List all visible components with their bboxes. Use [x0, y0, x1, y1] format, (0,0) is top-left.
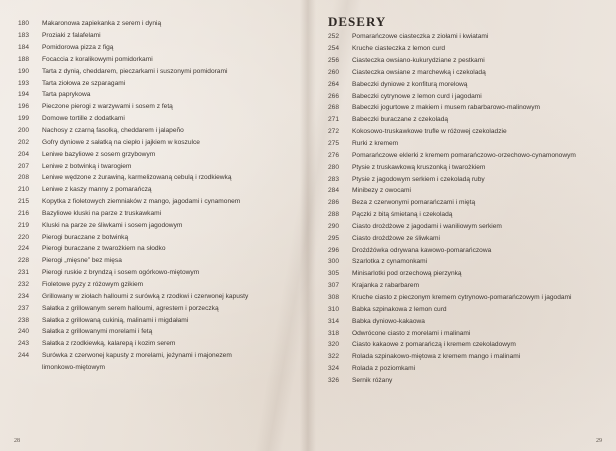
entry-recipe-name: Grillowany w ziołach halloumi z surówką z rzodkwi i czerwonej kapusty: [42, 292, 249, 300]
entry-page-number: 188: [18, 55, 30, 63]
entry-recipe-name: Pierogi buraczane z twarożkiem na słodko: [42, 245, 166, 253]
entry-page-number: 210: [18, 186, 30, 194]
index-entry: [18, 196, 248, 208]
entry-page-number: 280: [328, 163, 340, 171]
entry-recipe-name: Ciasteczka owsiane z marchewką i czekoladą: [352, 68, 486, 76]
entry-recipe-name: Tarta z dynią, cheddarem, pieczarkami i suszonymi pomidorami: [42, 67, 228, 75]
entry-recipe-name: Kruche ciasteczka z lemon curd: [352, 45, 446, 53]
entry-recipe-name: Fioletowe pyzy z różowym gzikiem: [42, 280, 144, 288]
entry-recipe-name: Sałatka z grillowanym serem halloumi, agrestem i porzeczką: [42, 304, 219, 312]
entry-page-number: 266: [328, 92, 340, 100]
entry-recipe-name: Pieczone pierogi z warzywami i sosem z fetą: [42, 103, 173, 111]
index-entry: [328, 90, 576, 102]
recipe-index-list: [18, 18, 248, 373]
entry-recipe-name: Ptysie z truskawkową kruszonką i twarożkiem: [352, 163, 486, 171]
index-entry: [18, 136, 248, 148]
entry-recipe-name: Szarlotka z cynamonkami: [352, 258, 428, 266]
index-entry: [328, 31, 576, 43]
index-entry: [328, 339, 576, 351]
index-entry: [328, 256, 576, 268]
entry-recipe-name: Nachosy z czarną fasolką, cheddarem i jalapeño: [42, 127, 184, 135]
index-entry: [328, 280, 576, 292]
entry-page-number: 324: [328, 365, 340, 373]
entry-recipe-name: Babka szpinakowa z lemon curd: [352, 305, 447, 313]
index-entry: [328, 327, 576, 339]
entry-page-number: 219: [18, 221, 30, 229]
entry-page-number: 290: [328, 222, 340, 230]
entry-page-number: 180: [18, 20, 30, 28]
entry-recipe-name: Sałatka z grillowanymi morelami i fetą: [42, 328, 153, 336]
index-entry: [328, 268, 576, 280]
entry-recipe-name: Beza z czerwonymi pomarańczami i miętą: [352, 199, 476, 207]
entry-recipe-name: Ciasteczka owsiano-kukurydziane z pestkami: [352, 57, 485, 65]
entry-recipe-name: Proziaki z falafelami: [42, 32, 101, 40]
entry-page-number: 310: [328, 305, 340, 313]
entry-page-number: 275: [328, 140, 340, 148]
entry-page-number: 232: [18, 280, 30, 288]
entry-page-number: 300: [328, 258, 340, 266]
entry-recipe-name: Odwrócone ciasto z morelami i malinami: [352, 329, 471, 337]
index-entry: [18, 208, 248, 220]
entry-page-number: 238: [18, 316, 30, 324]
entry-recipe-name: Ciasto kakaowe z pomarańczą i kremem czekoladowym: [352, 341, 516, 349]
entry-page-number: 208: [18, 174, 30, 182]
index-entry: [328, 315, 576, 327]
entry-recipe-name: Pomidorowa pizza z figą: [42, 44, 114, 52]
index-entry: [18, 255, 248, 267]
entry-recipe-name: Pomarańczowe ciasteczka z ziołami i kwiatami: [352, 33, 489, 41]
entry-recipe-name: Rolada z poziomkami: [352, 365, 416, 373]
index-entry: [328, 197, 576, 209]
entry-recipe-name: Pierogi „mięsne” bez mięsa: [42, 257, 122, 265]
entry-recipe-name: Pączki z bitą śmietaną i czekoladą: [352, 211, 453, 219]
index-entry: [328, 303, 576, 315]
entry-page-number: 184: [18, 44, 30, 52]
entry-page-number: 252: [328, 33, 340, 41]
index-entry: [328, 126, 576, 138]
entry-page-number: 202: [18, 138, 30, 146]
index-entry: [18, 326, 248, 338]
index-entry: [18, 89, 248, 101]
index-entry: [328, 363, 576, 375]
index-entry: [18, 302, 248, 314]
section-heading: DESERY: [328, 14, 387, 29]
index-entry: [328, 292, 576, 304]
entry-recipe-name: Sałatka z grillowaną cukinią, malinami i migdałami: [42, 316, 189, 324]
index-entry: [328, 55, 576, 67]
entry-recipe-name: Krajanka z rabarbarem: [352, 282, 420, 290]
index-entry: [328, 351, 576, 363]
index-entry: [18, 219, 248, 231]
entry-page-number: 199: [18, 115, 30, 123]
index-entry: [18, 113, 248, 125]
entry-recipe-name: Babka dyniowo-kakaowa: [352, 317, 425, 325]
entry-page-number: 244: [18, 352, 30, 360]
index-entry: [18, 101, 248, 113]
entry-page-number: 237: [18, 304, 30, 312]
index-entry: [18, 279, 248, 291]
entry-recipe-name: Rolada szpinakowo-miętowa z kremem mango i malinami: [352, 353, 521, 361]
index-entry: [18, 30, 248, 42]
page-number: 29: [596, 438, 602, 444]
index-entry: [18, 350, 248, 362]
entry-recipe-name: Leniwe bazyliowe z sosem grzybowym: [42, 150, 156, 158]
entry-recipe-name: Kokosowo-truskawkowe trufle w różowej czekoladzie: [352, 128, 507, 136]
index-entry: [328, 232, 576, 244]
index-entry: [18, 267, 248, 279]
entry-page-number: 204: [18, 150, 30, 158]
entry-page-number: 256: [328, 57, 340, 65]
index-entry: [328, 43, 576, 55]
index-entry: [18, 77, 248, 89]
entry-recipe-name: Focaccia z koralikowymi pomidorkami: [42, 55, 153, 63]
index-entry: [18, 54, 248, 66]
entry-recipe-name: Kopytka z fioletowych ziemniaków z mango, jagodami i cynamonem: [42, 198, 241, 206]
entry-recipe-name: Babeczki cytrynowe z lemon curd i jagodami: [352, 92, 482, 100]
dessert-index-list: [328, 31, 576, 386]
entry-page-number: 240: [18, 328, 30, 336]
entry-page-number: 207: [18, 162, 30, 170]
entry-recipe-name: Kruche ciasto z pieczonym kremem cytrynowo-pomarańczowym i jagodami: [352, 293, 572, 301]
entry-page-number: 272: [328, 128, 340, 136]
entry-page-number: 268: [328, 104, 340, 112]
entry-recipe-name: Rurki z kremem: [352, 140, 399, 148]
index-entry: [328, 374, 576, 386]
index-entry: [328, 244, 576, 256]
index-entry: [328, 185, 576, 197]
entry-page-number: 260: [328, 68, 340, 76]
entry-recipe-name: Leniwe wędzone z żurawiną, karmelizowaną cebulą i rzodkiewką: [42, 174, 232, 182]
entry-page-number: 193: [18, 79, 30, 87]
index-entry: [328, 114, 576, 126]
index-entry: [18, 184, 248, 196]
entry-page-number: 288: [328, 211, 340, 219]
entry-page-number: 283: [328, 175, 340, 183]
entry-recipe-name: Tarta paprykowa: [42, 91, 91, 99]
entry-recipe-name: Pomarańczowe eklerki z kremem pomarańczowo-orzechowo-cynamonowym: [352, 151, 576, 159]
entry-page-number: 308: [328, 293, 340, 301]
entry-page-number: 216: [18, 209, 30, 217]
entry-page-number: 196: [18, 103, 30, 111]
entry-page-number: 276: [328, 151, 340, 159]
entry-page-number: 296: [328, 246, 340, 254]
entry-recipe-name: Minisarlotki pod orzechową pierzynką: [352, 270, 462, 278]
entry-page-number: 224: [18, 245, 30, 253]
index-entry: [18, 172, 248, 184]
entry-recipe-name: limonkowo-miętowym: [42, 363, 106, 371]
index-entry: [18, 361, 248, 373]
entry-recipe-name: Gofry dyniowe z sałatką na ciepło i jajkiem w koszulce: [42, 138, 200, 146]
entry-recipe-name: Pierogi buraczane z botwinką: [42, 233, 129, 241]
index-entry: [18, 314, 248, 326]
entry-page-number: 271: [328, 116, 340, 124]
entry-page-number: 254: [328, 45, 340, 53]
entry-recipe-name: Domowe tortille z dodatkami: [42, 115, 125, 123]
entry-page-number: 326: [328, 376, 340, 384]
index-entry: [328, 78, 576, 90]
entry-page-number: 305: [328, 270, 340, 278]
index-entry: [18, 65, 248, 77]
entry-recipe-name: Leniwe z botwinką i twarogiem: [42, 162, 132, 170]
entry-recipe-name: Leniwe z kaszy manny z pomarańczą: [42, 186, 152, 194]
index-entry: [328, 173, 576, 185]
entry-recipe-name: Surówka z czerwonej kapusty z morelami, jeżynami i majonezem: [42, 352, 232, 360]
index-entry: [328, 209, 576, 221]
entry-page-number: 322: [328, 353, 340, 361]
index-entry: [328, 161, 576, 173]
entry-page-number: 295: [328, 234, 340, 242]
index-entry: [18, 148, 248, 160]
entry-recipe-name: Bazyliowe kluski na parze z truskawkami: [42, 209, 162, 217]
entry-recipe-name: Minibezy z owocami: [352, 187, 411, 195]
page-number: 28: [14, 438, 20, 444]
index-entry: [328, 102, 576, 114]
entry-recipe-name: Babeczki jogurtowe z makiem i musem rabarbarowo-malinowym: [352, 104, 540, 112]
entry-page-number: 231: [18, 269, 30, 277]
index-entry: [328, 138, 576, 150]
entry-recipe-name: Babeczki dyniowe z konfiturą morelową: [352, 80, 468, 88]
entry-page-number: 286: [328, 199, 340, 207]
entry-page-number: 215: [18, 198, 30, 206]
entry-page-number: 284: [328, 187, 340, 195]
entry-page-number: 264: [328, 80, 340, 88]
entry-page-number: 190: [18, 67, 30, 75]
index-entry: [18, 338, 248, 350]
entry-page-number: 243: [18, 340, 30, 348]
entry-page-number: 234: [18, 292, 30, 300]
entry-page-number: 220: [18, 233, 30, 241]
entry-recipe-name: Pierogi ruskie z bryndzą i sosem ogórkowo-miętowym: [42, 269, 200, 277]
entry-page-number: 314: [328, 317, 340, 325]
entry-page-number: 228: [18, 257, 30, 265]
entry-recipe-name: Ciasto drożdżowe ze śliwkami: [352, 234, 440, 242]
entry-recipe-name: Drożdżówka odrywana kawowo-pomarańczowa: [352, 246, 492, 254]
index-entry: [18, 18, 248, 30]
entry-page-number: 307: [328, 282, 340, 290]
entry-recipe-name: Ptysie z jagodowym serkiem i czekoladą ruby: [352, 175, 485, 183]
entry-page-number: 183: [18, 32, 30, 40]
entry-recipe-name: Babeczki buraczane z czekoladą: [352, 116, 449, 124]
index-entry: [328, 221, 576, 233]
entry-recipe-name: Sałatka z rzodkiewką, kalarepą i kozim serem: [42, 340, 176, 348]
index-entry: [18, 290, 248, 302]
index-entry: [18, 160, 248, 172]
index-entry: [18, 231, 248, 243]
entry-page-number: 194: [18, 91, 30, 99]
index-entry: [18, 243, 248, 255]
entry-page-number: 320: [328, 341, 340, 349]
entry-page-number: 318: [328, 329, 340, 337]
index-entry: [18, 125, 248, 137]
index-entry: [328, 67, 576, 79]
entry-page-number: 200: [18, 127, 30, 135]
entry-recipe-name: Kluski na parze ze śliwkami i sosem jagodowym: [42, 221, 183, 229]
index-entry: [18, 42, 248, 54]
entry-recipe-name: Tarta ziołowa ze szparagami: [42, 79, 126, 87]
right-page: [308, 0, 616, 451]
entry-recipe-name: Makaronowa zapiekanka z serem i dynią: [42, 20, 162, 28]
entry-recipe-name: Sernik różany: [352, 376, 393, 384]
entry-recipe-name: Ciasto drożdżowe z jagodami i waniliowym serkiem: [352, 222, 502, 230]
index-entry: [328, 149, 576, 161]
